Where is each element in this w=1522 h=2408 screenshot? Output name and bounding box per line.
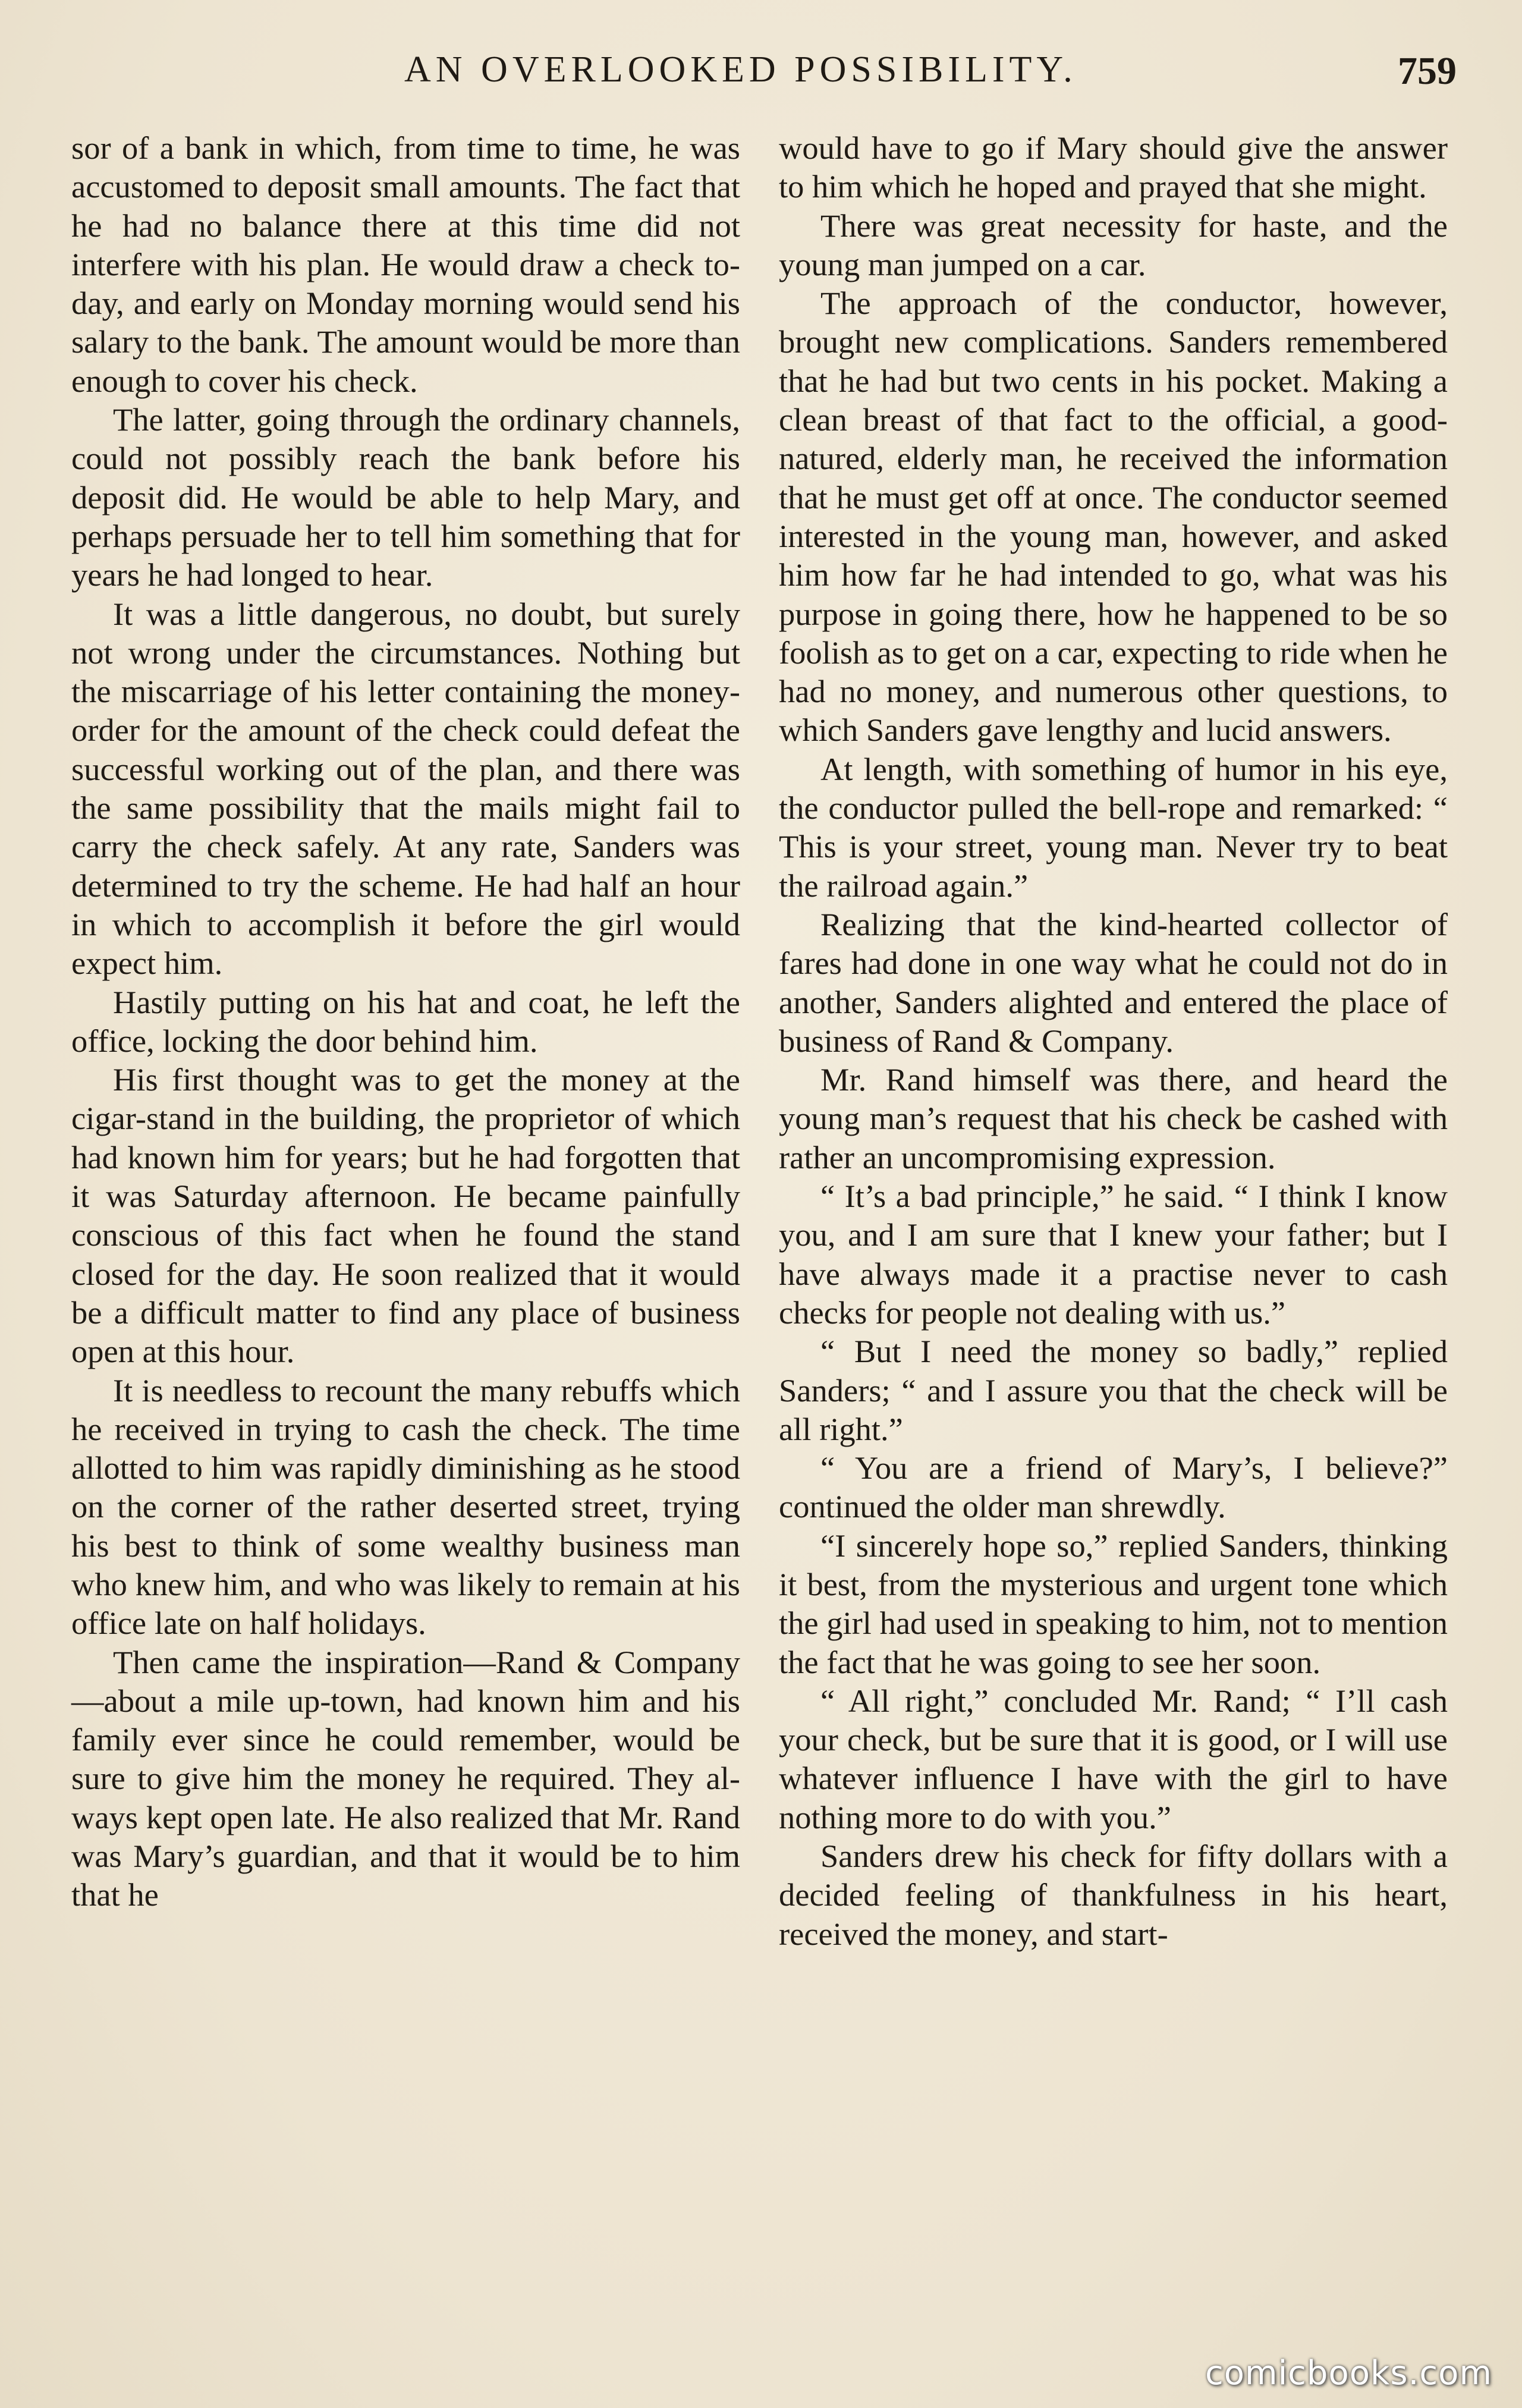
paragraph: would have to go if Mary should give the answer to him which he hoped and prayed that she might. bbox=[779, 130, 1448, 205]
paragraph: “I sincerely hope so,” replied Sanders, thinking it best, from the mysterious and urgent tone which the girl had used in speaking to him, not to mention the fact that he was going to see her soon. bbox=[779, 1527, 1448, 1680]
right-column bbox=[779, 128, 1448, 1953]
paragraph: There was great necessity for haste, and the young man jumped on a car. bbox=[779, 207, 1448, 282]
page-number: 759 bbox=[1398, 49, 1457, 93]
left-column bbox=[71, 128, 740, 1915]
paragraph: The latter, going through the ordinary channels, could not possibly reach the bank before his deposit did. He would be able to help Mary, and perhaps persuade her to tell him something that for years he had longed to hear. bbox=[71, 401, 740, 593]
paragraph: sor of a bank in which, from time to time, he was accustomed to deposit small amounts. The fact that he had no balance there at this time did not interfere with his plan. He would draw a check to-day, and early on Monday morning would send his salary to the bank. The amount would be more than enough to cover his check. bbox=[71, 130, 740, 399]
paragraph: Hastily putting on his hat and coat, he left the office, locking the door behind him. bbox=[71, 983, 740, 1059]
paragraph: “ You are a friend of Mary’s, I believe?” continued the older man shrewdly. bbox=[779, 1450, 1448, 1525]
paragraph: “ All right,” concluded Mr. Rand; “ I’ll cash your check, but be sure that it is good, or I will use whatever influence I have with the girl to have nothing more to do with you.” bbox=[779, 1682, 1448, 1835]
paragraph: The approach of the conductor, however, brought new complications. Sanders remembered that he had but two cents in his pocket. Making a clean breast of that fact to the official, a good-natured, elderly man, he received the information that he must get off at once. The conductor seemed interested in the young man, however, and asked him how far he had intended to go, what was his purpose in going there, how he happened to be so foolish as to get on a car, expecting to ride when he had no money, and numerous other questions, to which Sanders gave lengthy and lucid answers. bbox=[779, 285, 1448, 749]
paragraph: Mr. Rand himself was there, and heard the young man’s request that his check be cashed with rather an uncompromising expression. bbox=[779, 1061, 1448, 1175]
running-header bbox=[0, 49, 1522, 102]
paragraph: Then came the inspiration—Rand & Company—about a mile up-town, had known him and his family ever since he could remember, would be sure to give him the money he required. They always kept open late. He also realized that Mr. Rand was Mary’s guardian, and that it would be to him that he bbox=[71, 1643, 740, 1913]
paragraph: It was a little dangerous, no doubt, but surely not wrong under the circumstances. Nothing but the miscarriage of his letter containing the money-order for the amount of the check could defeat the successful working out of the plan, and there was the same possibility that the mails might fail to carry the check safely. At any rate, Sanders was determined to try the scheme. He had half an hour in which to accomplish it before the girl would expect him. bbox=[71, 595, 740, 982]
watermark: comicbooks.com bbox=[1205, 2354, 1492, 2393]
paragraph: “ But I need the money so badly,” replied Sanders; “ and I assure you that the check will be all right.” bbox=[779, 1333, 1448, 1447]
paragraph: His first thought was to get the money at the cigar-stand in the building, the proprietor of which had known him for years; but he had forgotten that it was Saturday afternoon. He became painfully conscious of this fact when he found the stand closed for the day. He soon realized that it would be a difficult matter to find any place of business open at this hour. bbox=[71, 1061, 740, 1370]
paragraph: “ It’s a bad principle,” he said. “ I think I know you, and I am sure that I knew your father; but I have always made it a practise never to cash checks for people not dealing with us.” bbox=[779, 1178, 1448, 1331]
paragraph: At length, with something of humor in his eye, the conductor pulled the bell-rope and remarked: “ This is your street, young man. Never try to beat the railroad again.” bbox=[779, 750, 1448, 904]
paragraph: Sanders drew his check for fifty dollars with a decided feeling of thankfulness in his heart, received the money, and start- bbox=[779, 1838, 1448, 1952]
paragraph: Realizing that the kind-hearted collector of fares had done in one way what he could not do in another, Sanders alighted and entered the place of business of Rand & Company. bbox=[779, 906, 1448, 1059]
paragraph: It is needless to recount the many rebuffs which he received in trying to cash the check. The time allotted to him was rapidly diminishing as he stood on the corner of the rather deserted street, trying his best to think of some wealthy business man who knew him, and who was likely to remain at his office late on half holidays. bbox=[71, 1372, 740, 1642]
running-title: AN OVERLOOKED POSSIBILITY. bbox=[404, 49, 1077, 90]
